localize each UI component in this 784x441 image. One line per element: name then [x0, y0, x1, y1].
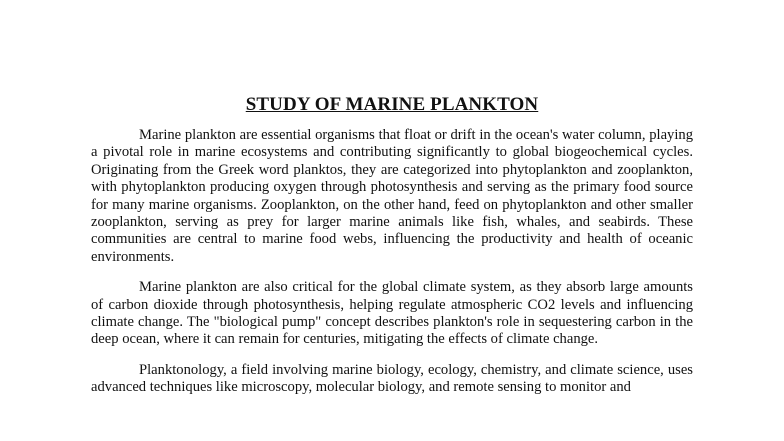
paragraph-3: Planktonology, a field involving marine biology, ecology, chemistry, and climate science, uses advanced techniques like microscopy, molecular biology, and remote sensing to monitor and — [91, 361, 693, 396]
document-body — [91, 93, 693, 410]
paragraph-2: Marine plankton are also critical for the global climate system, as they absorb large amounts of carbon dioxide through photosynthesis, helping regulate atmospheric CO2 levels and influencing climate change. The "biological pump" concept describes plankton's role in sequestering carbon in the deep ocean, where it can remain for centuries, mitigating the effects of climate change. — [91, 279, 693, 348]
paragraph-1: Marine plankton are essential organisms that float or drift in the ocean's water column, playing a pivotal role in marine ecosystems and contributing significantly to global biogeochemical cycles. Originating from the Greek word planktos, they are categorized into phytoplankton and zooplankton, with phytoplankton producing oxygen through photosynthesis and serving as the primary food source for many marine organisms. Zooplankton, on the other hand, feed on phytoplankton and other smaller zooplankton, serving as prey for larger marine animals like fish, whales, and seabirds. These communities are central to marine food webs, influencing the productivity and health of oceanic environments. — [91, 127, 693, 265]
document-title: STUDY OF MARINE PLANKTON — [245, 94, 539, 115]
